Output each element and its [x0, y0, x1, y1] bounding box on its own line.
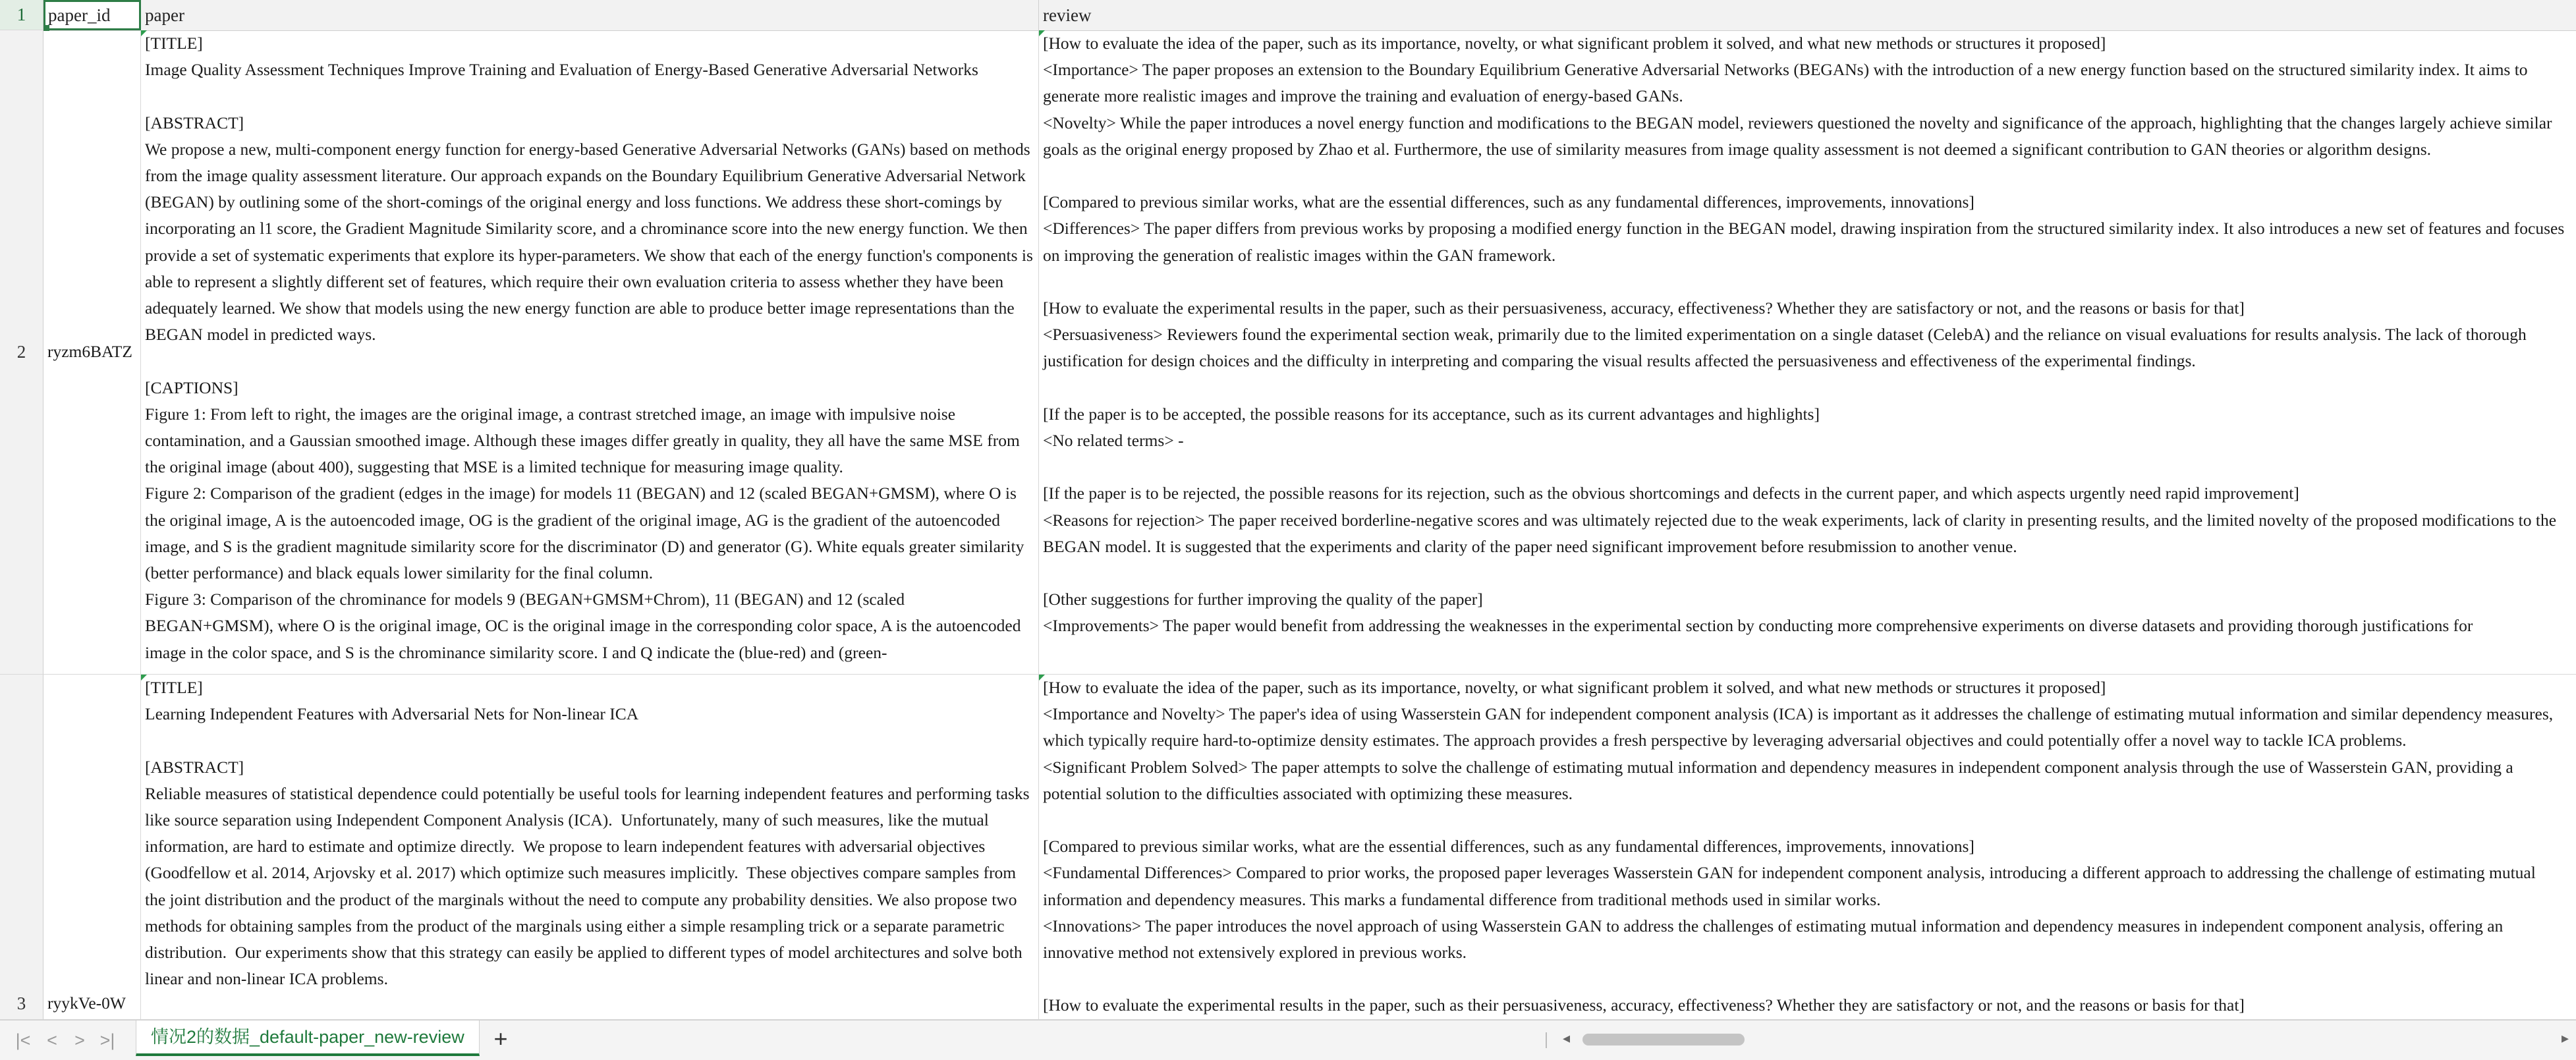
scroll-right-icon[interactable]: ▸ — [2562, 1030, 2569, 1046]
divider — [1546, 1032, 1547, 1048]
text-indicator-icon — [141, 675, 147, 681]
row-header-1[interactable]: 1 — [0, 0, 43, 30]
text-indicator-icon — [1039, 30, 1045, 36]
prev-sheet-icon[interactable]: < — [47, 1030, 57, 1050]
horizontal-scrollbar-thumb[interactable] — [1582, 1034, 1745, 1046]
cell-A3[interactable]: ryykVe-0W — [43, 675, 141, 1020]
add-sheet-icon[interactable]: + — [493, 1025, 508, 1052]
first-sheet-icon[interactable]: |< — [15, 1030, 31, 1050]
cell-B3[interactable]: [TITLE] Learning Independent Features with Adversarial Nets for Non-linear ICA [ABSTRACT] Reliable measures of statistical dependence could potentially be useful tools for learning independent features and performing tasks like source separation using Independent Component Analysis (ICA). Unfortunately, many of such measures, like the mutual information, are hard to estimate and optimize directly. We propose to learn independent features with adversarial objectives (Goodfellow et al. 2014, Arjovsky et al. 2017) which optimize such measures implicitly. These objectives compare samples from the joint distribution and the product of the marginals without the need to compute any probability densities. We also propose two methods for obtaining samples from the product of the marginals using either a simple resampling trick or a separate parametric distribution. Our experiments show that this strategy can easily be applied to different types of model architectures and solve both linear and non-linear ICA problems. — [141, 675, 1039, 1020]
cell-B1[interactable]: paper — [141, 0, 1039, 30]
row-header-3[interactable]: 3 — [0, 675, 43, 1020]
text-indicator-icon — [1039, 675, 1045, 681]
sheet-tab-bar — [0, 1020, 2576, 1060]
cell-A2[interactable]: ryzm6BATZ — [43, 30, 141, 675]
row-header-2[interactable]: 2 — [0, 30, 43, 675]
text-indicator-icon — [141, 30, 147, 36]
next-sheet-icon[interactable]: > — [74, 1030, 85, 1050]
cell-C3[interactable]: [How to evaluate the idea of the paper, such as its importance, novelty, or what significant problem it solved, and what new methods or structures it proposed] <Importance and Novelty> The paper's idea of using Wasserstein GAN for independent component analysis (ICA) is important as it addresses the challenge of estimating mutual information and similar dependency measures, which typically require hard-to-optimize density estimates. The approach provides a fresh perspective by leveraging adversarial objectives and could potentially offer a novel way to tackle ICA problems. <Significant Problem Solved> The paper attempts to solve the challenge of estimating mutual information and dependency measures in independent component analysis through the use of Wasserstein GAN, providing a potential solution to the difficulties associated with optimizing these measures. [Compared to previous similar works, what are the essential differences, such as any fundamental differences, improvements, innovations] <Fundamental Differences> Compared to prior works, the proposed paper leverages Wasserstein GAN for independent component analysis, introducing a different approach to addressing the challenge of estimating mutual information and dependency measures. This marks a fundamental difference from traditional methods used in similar works. <Innovations> The paper introduces the novel approach of using Wasserstein GAN to address the challenges of estimating mutual information and dependency measures in independent component analysis, offering an innovative method not extensively explored in previous works. [How to evaluate the experimental results in the paper, such as their persuasiveness, accuracy, effectiveness? Whether they are satisfactory or not, and the reasons or basis for that] — [1039, 675, 2576, 1020]
scroll-left-icon[interactable]: ◂ — [1563, 1030, 1571, 1046]
cell-A1[interactable]: paper_id — [43, 0, 141, 30]
last-sheet-icon[interactable]: >| — [99, 1030, 115, 1050]
sheet-tab-active[interactable]: 情况2的数据_default-paper_new-review — [136, 1020, 480, 1056]
cell-C2[interactable]: [How to evaluate the idea of the paper, such as its importance, novelty, or what significant problem it solved, and what new methods or structures it proposed] <Importance> The paper proposes an extension to the Boundary Equilibrium Generative Adversarial Networks (BEGANs) with the introduction of a new energy function based on the structured similarity index. It aims to generate more realistic images and improve the training and evaluation of energy-based GANs. <Novelty> While the paper introduces a novel energy function and modifications to the BEGAN model, reviewers questioned the novelty and significance of the approach, highlighting that the changes largely achieve similar goals as the original energy proposed by Zhao et al. Furthermore, the use of similarity measures from image quality assessment is not deemed a significant contribution to GAN theories or algorithm designs. [Compared to previous similar works, what are the essential differences, such as any fundamental differences, improvements, innovations] <Differences> The paper differs from previous works by proposing a modified energy function in the BEGAN model, drawing inspiration from the structured similarity index. It also introduces a new set of features and focuses on improving the generation of realistic images within the GAN framework. [How to evaluate the experimental results in the paper, such as their persuasiveness, accuracy, effectiveness? Whether they are satisfactory or not, and the reasons or basis for that] <Persuasiveness> Reviewers found the experimental section weak, primarily due to the limited experimentation on a single dataset (CelebA) and the reliance on visual evaluations for results analysis. The lack of thorough justification for design choices and the difficulty in interpreting and comparing the visual results affected the persuasiveness and effectiveness of the experimental findings. [If the paper is to be accepted, the possible reasons for its acceptance, such as its current advantages and highlights] <No related terms> - [If the paper is to be rejected, the possible reasons for its rejection, such as the obvious shortcomings and defects in the current paper, and which aspects urgently need rapid improvement] <Reasons for rejection> The paper received borderline-negative scores and was ultimately rejected due to the weak experiments, lack of clarity in presenting results, and the limited novelty of the proposed modifications to the BEGAN model. It is suggested that the experiments and clarity of the paper need significant improvement before resubmission to another venue. [Other suggestions for further improving the quality of the paper] <Improvements> The paper would benefit from addressing the weaknesses in the experimental section by conducting more comprehensive experiments on diverse datasets and providing thorough justifications for — [1039, 30, 2576, 675]
cell-B2[interactable]: [TITLE] Image Quality Assessment Techniques Improve Training and Evaluation of Energy-Based Generative Adversarial Networks [ABSTRACT] We propose a new, multi-component energy function for energy-based Generative Adversarial Networks (GANs) based on methods from the image quality assessment literature. Our approach expands on the Boundary Equilibrium Generative Adversarial Network (BEGAN) by outlining some of the short-comings of the original energy and loss functions. We address these short-comings by incorporating an l1 score, the Gradient Magnitude Similarity score, and a chrominance score into the new energy function. We then provide a set of systematic experiments that explore its hyper-parameters. We show that each of the energy function's components is able to represent a slightly different set of features, which require their own evaluation criteria to assess whether they have been adequately learned. We show that models using the new energy function are able to produce better image representations than the BEGAN model in predicted ways. [CAPTIONS] Figure 1: From left to right, the images are the original image, a contrast stretched image, an image with impulsive noise contamination, and a Gaussian smoothed image. Although these images differ greatly in quality, they all have the same MSE from the original image (about 400), suggesting that MSE is a limited technique for measuring image quality. Figure 2: Comparison of the gradient (edges in the image) for models 11 (BEGAN) and 12 (scaled BEGAN+GMSM), where O is the original image, A is the autoencoded image, OG is the gradient of the original image, AG is the gradient of the autoencoded image, and S is the gradient magnitude similarity score for the discriminator (D) and generator (G). White equals greater similarity (better performance) and black equals lower similarity for the final column. Figure 3: Comparison of the chrominance for models 9 (BEGAN+GMSM+Chrom), 11 (BEGAN) and 12 (scaled BEGAN+GMSM), where O is the original image, OC is the original image in the corresponding color space, A is the autoencoded image in the color space, and S is the chrominance similarity score. I and Q indicate the (blue-red) and (green- — [141, 30, 1039, 675]
cell-C1[interactable]: review — [1039, 0, 2576, 30]
